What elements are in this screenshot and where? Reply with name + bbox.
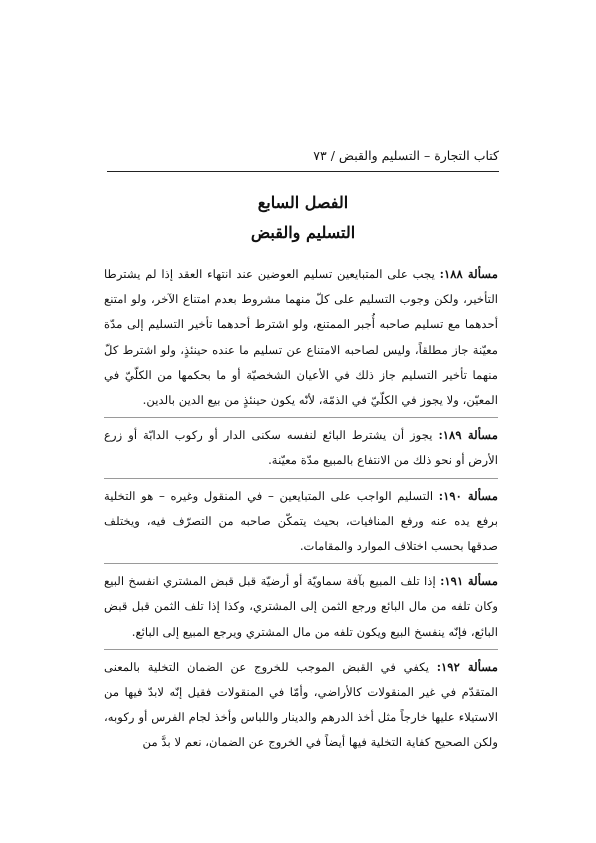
issue-text: إذا تلف المبيع بآفة سماويّة أو أرضيّة قبل قبض المشتري انفسخ البيع وكان تلفه من مال البائع ورجع الثمن إلى المشتري، وكذا إذا تلف الثمن قبل قبض البائع، فإنّه ينفسخ البيع ويكون تلفه من مال المشتري ويرجع المبيع إلى البائع.: [104, 574, 498, 639]
issue-paragraph: [104, 569, 498, 650]
issue-paragraph: [104, 423, 498, 478]
issue-label: مسألة ١٨٨:: [439, 267, 498, 281]
section-title: التسليم والقبض: [250, 223, 356, 242]
issue-label: مسألة ١٩٢:: [436, 659, 498, 674]
issue-paragraph: [104, 484, 498, 565]
issue-label: مسألة ١٩١:: [440, 574, 498, 589]
issue-label: مسألة ١٨٩:: [438, 428, 498, 443]
issue-text: يكفي في القبض الموجب للخروج عن الضمان التخلية بالمعنى المتقدّم في غير المنقولات كالأراضي، وأمّا في المنقولات فقيل إنّه لابدّ فيها من الاستيلاء عليها خارجاً مثل أخذ الدرهم والدينار واللباس وأخذ لجام الفرس أو ركوبه، ولكن الصحيح كفاية التخلية فيها أيضاً في الخروج عن الضمان، نعم لا بدَّ من: [104, 659, 498, 750]
issue-text: يجب على المتبايعين تسليم العوضين عند انتهاء العقد إذا لم يشترطا التأخير، ولكن وجوب التسليم على كلّ منهما مشروط بعدم امتناع الآخر، ولو امتنع أحدهما مع تسليم صاحبه أُجبر الممتنع، ولو اشترط أحدهما تأخير التسليم إلى مدّة معيّنة جاز مطلقاً، وليس لصاحبه الامتناع عن تسليم ما عنده حينئذٍ، ولو اشترط كلّ منهما تأخير التسليم جاز ذلك في الأعيان الشخصيّة أو ما بحكمها من الكلّيّ في المعيّن، ولا يجوز في الكلّيّ في الذمّة، لأنّه يكون حينئذٍ من بيع الدين بالدين.: [104, 267, 498, 408]
issue-paragraph: [104, 655, 498, 756]
running-header: كتاب التجارة – التسليم والقبض / ٧٣: [313, 148, 499, 163]
issue-text: يجوز أن يشترط البائع لنفسه سكنى الدار أو ركوب الدابّة أو زرع الأرض أو نحو ذلك من الانتفاع بالمبيع مدّة معيّنة.: [104, 428, 498, 468]
header-divider: [107, 171, 499, 172]
body-text: [104, 262, 498, 756]
issue-text: التسليم الواجب على المتبايعين – في المنقول وغيره – هو التخلية برفع يده عنه ورفع المنافيات، بحيث يتمكّن صاحبه من التصرّف فيه، ويختلف صدقها بحسب اختلاف الموارد والمقامات.: [104, 488, 498, 554]
issue-paragraph: [104, 262, 498, 418]
issue-label: مسألة ١٩٠:: [438, 488, 498, 503]
chapter-title: الفصل السابع: [257, 193, 349, 212]
